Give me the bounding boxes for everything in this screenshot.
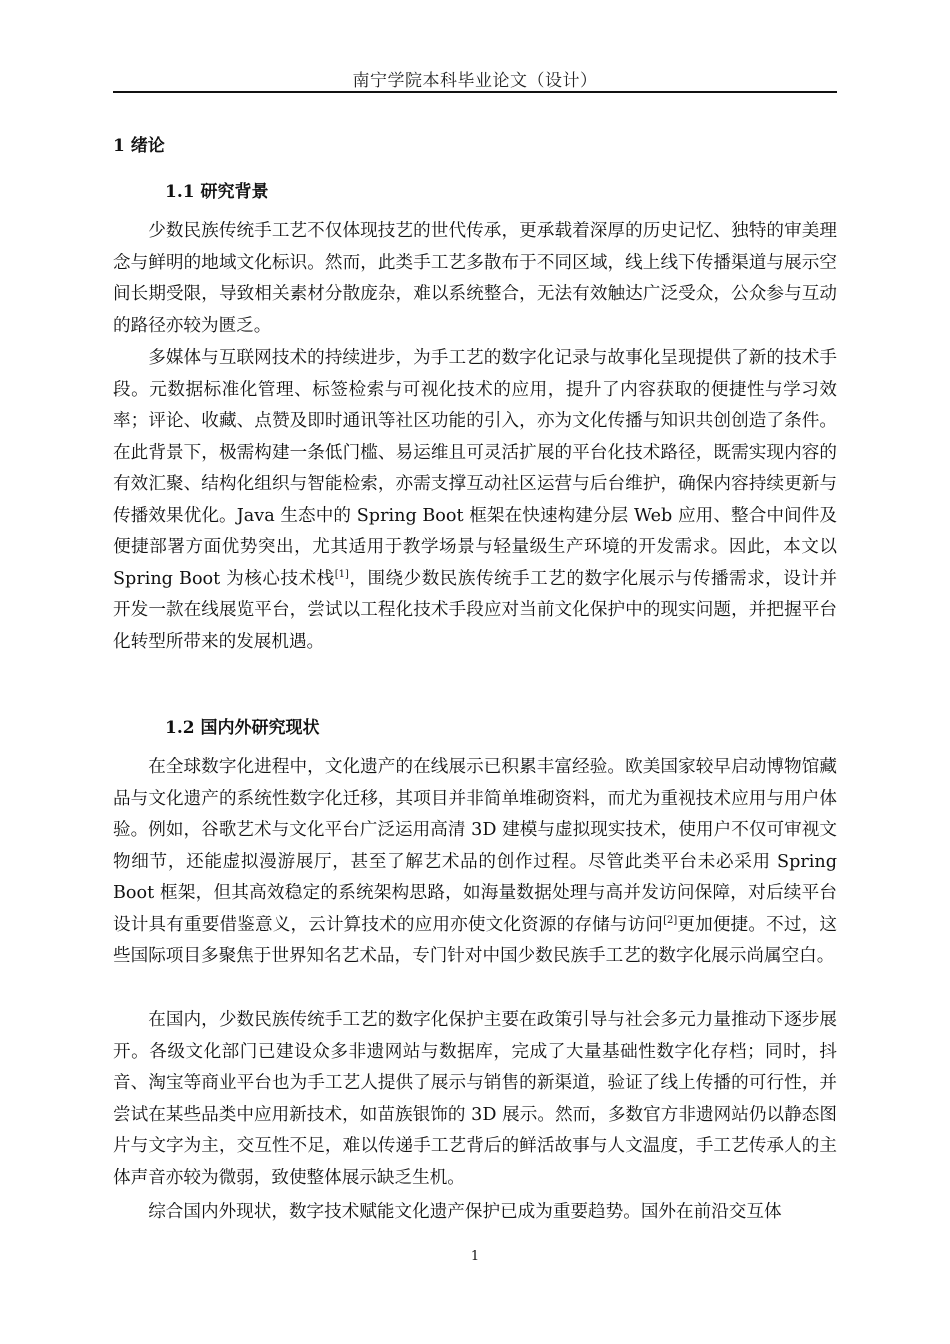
paragraph [113, 343, 837, 658]
header-rule [113, 91, 837, 93]
section-heading-1-1: 1.1 研究背景 [165, 182, 269, 202]
citation-marker: [1] [334, 568, 349, 580]
paragraph: 在国内，少数民族传统手工艺的数字化保护主要在政策引导与社会多元力量推动下逐步展开。各级文化部门已建设众多非遗网站与数据库，完成了大量基础性数字化存档；同时，抖音、淘宝等商业平台也为手工艺人提供了展示与销售的新渠道，验证了线上传播的可行性，并尝试在某些品类中应用新技术，如苗族银饰的 3D 展示。然而，多数官方非遗网站仍以静态图片与文字为主，交互性不足，难以传递手工艺背后的鲜活故事与人文温度，手工艺传承人的主体声音亦较为微弱，致使整体展示缺乏生机。 [113, 1010, 837, 1188]
section-heading-1-2: 1.2 国内外研究现状 [165, 718, 320, 738]
paragraph [113, 752, 837, 973]
paragraph: 少数民族传统手工艺不仅体现技艺的世代传承，更承载着深厚的历史记忆、独特的审美理念与鲜明的地域文化标识。然而，此类手工艺多散布于不同区域，线上线下传播渠道与展示空间长期受限，导致相关素材分散庞杂，难以系统整合，无法有效触达广泛受众，公众参与互动的路径亦较为匮乏。 [113, 221, 837, 336]
paragraph-text: 更加便捷。不过，这些国际项目多聚焦于世界知名艺术品，专门针对中国少数民族手工艺的数字化展示尚属空白。 [113, 914, 837, 966]
paragraph: 综合国内外现状，数字技术赋能文化遗产保护已成为重要趋势。国外在前沿交互体 [148, 1202, 782, 1222]
page-header-title: 南宁学院本科毕业论文（设计） [352, 71, 598, 91]
paragraph-text: 多媒体与互联网技术的持续进步，为手工艺的数字化记录与故事化呈现提供了新的技术手段。元数据标准化管理、标签检索与可视化技术的应用，提升了内容获取的便捷性与学习效率；评论、收藏、点赞及即时通讯等社区功能的引入，亦为文化传播与知识共创创造了条件。在此背景下，极需构建一条低门槛、易运维且可灵活扩展的平台化技术路径，既需实现内容的有效汇聚、结构化组织与智能检索，亦需支撑互动社区运营与后台维护，确保内容持续更新与传播效果优化。Java 生态中的 Spring Boot 框架在快速构建分层 Web 应用、整合中间件及便捷部署方面优势突出，尤其适用于教学场景与轻量级生产环境的开发需求。因此，本文以 Spring Boot 为核心技术栈 [113, 348, 837, 589]
paragraph-text: ，围绕少数民族传统手工艺的数字化展示与传播需求，设计并开发一款在线展览平台，尝试以工程化技术手段应对当前文化保护中的现实问题，并把握平台化转型所带来的发展机遇。 [113, 568, 837, 652]
citation-marker: [2] [663, 914, 678, 926]
page-number: 1 [470, 1249, 480, 1264]
chapter-heading: 1 绪论 [113, 136, 165, 156]
paragraph-text: 在全球数字化进程中，文化遗产的在线展示已积累丰富经验。欧美国家较早启动博物馆藏品与文化遗产的系统性数字化迁移，其项目并非简单堆砌资料，而尤为重视技术应用与用户体验。例如，谷歌艺术与文化平台广泛运用高清 3D 建模与虚拟现实技术，使用户不仅可审视文物细节，还能虚拟漫游展厅，甚至了解艺术品的创作过程。尽管此类平台未必采用 Spring Boot 框架，但其高效稳定的系统架构思路，如海量数据处理与高并发访问保障，对后续平台设计具有重要借鉴意义，云计算技术的应用亦使文化资源的存储与访问 [113, 757, 837, 935]
